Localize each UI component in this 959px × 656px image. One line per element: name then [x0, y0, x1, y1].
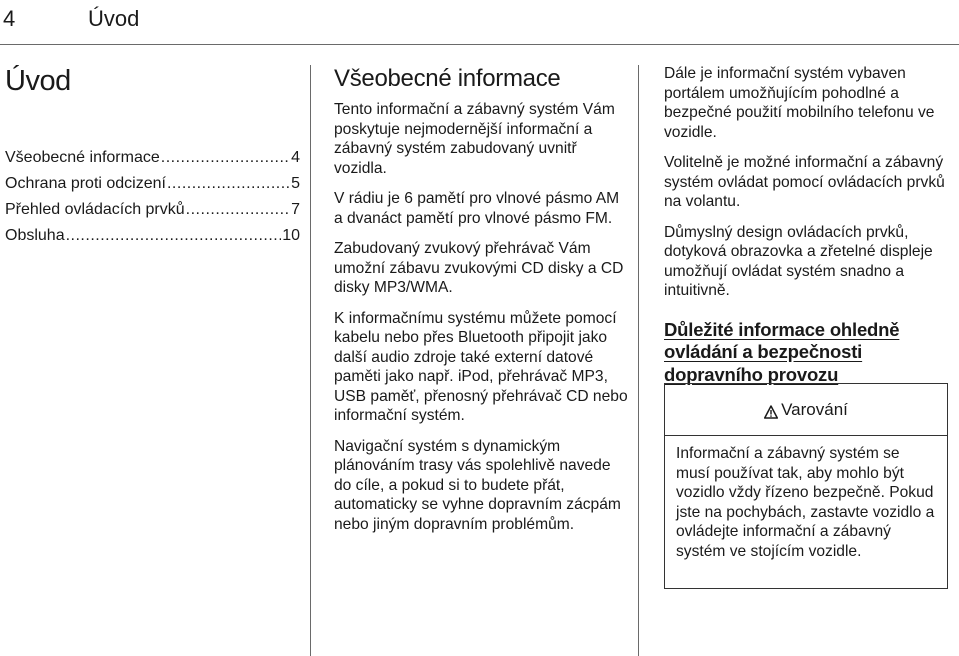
- warning-body: Informační a zábavný systém se musí používat tak, aby mohlo být vozidlo vždy řízeno bezpečně. Pokud jste na pochybách, zastavte vozidlo a ovládejte informační a zábavný systém ve stojícím vozidle.: [676, 445, 935, 560]
- toc-leader-dots: [161, 145, 290, 171]
- column-general-info: [334, 64, 630, 545]
- toc-item-label: Přehled ovládacích prvků: [5, 201, 185, 218]
- toc-item-page: 10: [282, 227, 300, 244]
- paragraph: Volitelně je možné informační a zábavný systém ovládat pomocí ovládacích prvků na volantu.: [664, 154, 945, 210]
- column-toc: [5, 64, 300, 249]
- toc-item-page: 4: [291, 149, 300, 166]
- warning-header: [665, 384, 947, 436]
- toc-item-page: 7: [291, 201, 300, 218]
- header-rule: [0, 44, 959, 45]
- warning-box: [664, 383, 948, 589]
- toc-item-label: Obsluha: [5, 227, 65, 244]
- paragraph: K informačnímu systému můžete pomocí kabelu nebo přes Bluetooth připojit jako další audio zdroje také externí datové paměti jako např. iPod, přehrávač MP3, USB paměť, přenosný přehrávač CD nebo informační systém.: [334, 309, 628, 424]
- paragraph: V rádiu je 6 pamětí pro vlnové pásmo AM a dvanáct pamětí pro vlnové pásmo FM.: [334, 190, 620, 227]
- toc-item-theft-protection[interactable]: [5, 171, 300, 197]
- page-header: [0, 0, 959, 45]
- running-title: Úvod: [88, 6, 140, 31]
- table-of-contents: [5, 145, 300, 249]
- toc-item-page: 5: [291, 175, 300, 192]
- toc-leader-dots: [186, 197, 290, 223]
- toc-leader-dots: [167, 171, 290, 197]
- section-title: Všeobecné informace: [334, 65, 561, 92]
- page-number: 4: [3, 6, 16, 31]
- paragraph: Navigační systém s dynamickým plánováním trasy vás spolehlivě navede do cíle, a pokud si to budete přát, automaticky se vyhne dopravním zácpám nebo jiným dopravním problémům.: [334, 437, 621, 533]
- toc-item-operation[interactable]: [5, 223, 300, 249]
- toc-leader-dots: [66, 223, 282, 249]
- column-divider-right: [638, 65, 639, 656]
- important-heading: Důležité informace ohledně ovládání a bezpečnosti dopravního provozu: [664, 318, 900, 385]
- paragraph: Dále je informační systém vybaven portálem umožňujícím pohodlné a bezpečné použití mobilního telefonu ve vozidle.: [664, 65, 935, 141]
- toc-item-label: Všeobecné informace: [5, 149, 160, 166]
- warning-triangle-icon: [764, 404, 778, 418]
- column-safety: [664, 64, 954, 406]
- paragraph: Tento informační a zábavný systém Vám poskytuje nejmodernější informační a zábavný systém zabudovaný uvnitř vozidla.: [334, 101, 615, 177]
- paragraph: Důmyslný design ovládacích prvků, dotyková obrazovka a zřetelné displeje umožňují ovládat systém snadno a intuitivně.: [664, 223, 933, 299]
- column-divider-left: [310, 65, 311, 656]
- chapter-title: Úvod: [5, 65, 71, 97]
- toc-item-controls-overview[interactable]: [5, 197, 300, 223]
- toc-item-general-info[interactable]: [5, 145, 300, 171]
- warning-title: Varování: [781, 399, 848, 419]
- toc-item-label: Ochrana proti odcizení: [5, 175, 166, 192]
- paragraph: Zabudovaný zvukový přehrávač Vám umožní zábavu zvukovými CD disky a CD disky MP3/WMA.: [334, 240, 624, 296]
